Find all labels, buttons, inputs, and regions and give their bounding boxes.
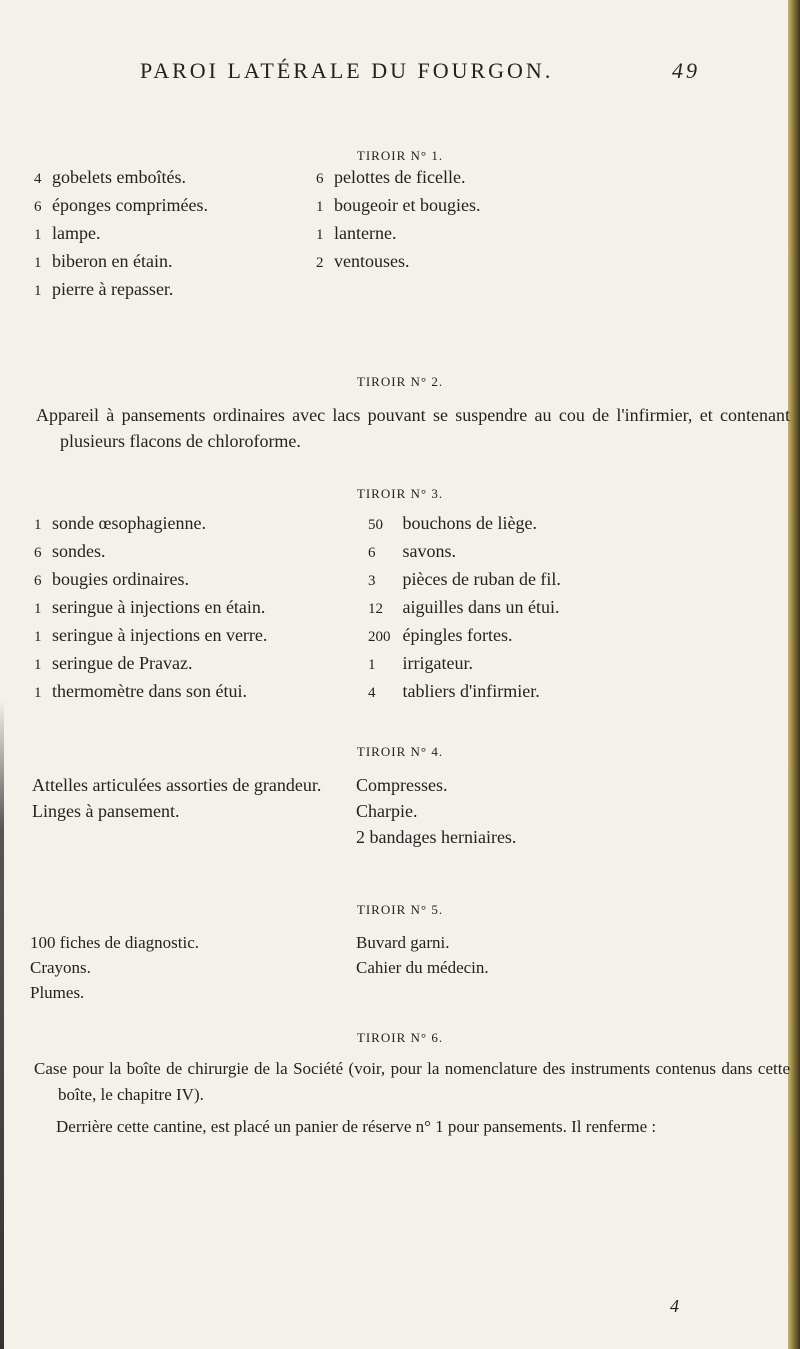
running-header bbox=[140, 58, 700, 98]
list-item: 4 tabliers d'infirmier. bbox=[368, 681, 540, 701]
list-item: 3 pièces de ruban de fil. bbox=[368, 569, 561, 589]
list-item: 1 lampe. bbox=[34, 223, 101, 243]
tiroir-4-title: TIROIR N° 4. bbox=[356, 744, 444, 759]
list-item: 50 bouchons de liège. bbox=[368, 513, 537, 533]
list-item: 100 fiches de diagnostic. bbox=[30, 933, 200, 952]
list-item: Attelles articulées assorties de grandeur. bbox=[32, 775, 322, 795]
list-item: 1 seringue à injections en verre. bbox=[34, 625, 268, 645]
tiroir-4-right-list bbox=[356, 772, 516, 850]
page-number: 49 bbox=[672, 58, 700, 83]
tiroir-2-title: TIROIR N° 2. bbox=[356, 374, 444, 389]
list-item: Compresses. bbox=[356, 775, 448, 795]
tiroir-1-right-list bbox=[316, 164, 480, 276]
tiroir-5-left-list bbox=[30, 930, 199, 1005]
list-item: Crayons. bbox=[30, 958, 91, 977]
list-item: 1 lanterne. bbox=[316, 223, 397, 243]
list-item: 6 sondes. bbox=[34, 541, 106, 561]
list-item: 1 bougeoir et bougies. bbox=[316, 195, 481, 215]
list-item: 6 savons. bbox=[368, 541, 456, 561]
list-item: Cahier du médecin. bbox=[356, 958, 489, 977]
list-item: 6 pelottes de ficelle. bbox=[316, 167, 466, 187]
page-edge-shadow bbox=[0, 700, 4, 1349]
tiroir-3-title: TIROIR N° 3. bbox=[356, 486, 444, 501]
list-item: 2 bandages herniaires. bbox=[356, 827, 517, 847]
header-title: PAROI LATÉRALE DU FOURGON. bbox=[140, 58, 554, 83]
page-edge-binding bbox=[788, 0, 800, 1349]
list-item: 1 seringue de Pravaz. bbox=[34, 653, 193, 673]
list-item: 1 biberon en étain. bbox=[34, 251, 173, 271]
list-item: 1 pierre à repasser. bbox=[34, 279, 174, 299]
tiroir-2-paragraph: Appareil à pansements ordinaires avec lacs pouvant se suspendre au cou de l'infirmier, et contenant plusieurs flacons de chloroforme. bbox=[36, 405, 790, 451]
list-item: 1 sonde œsophagienne. bbox=[34, 513, 206, 533]
list-item: 12 aiguilles dans un étui. bbox=[368, 597, 560, 617]
list-item: Charpie. bbox=[356, 801, 418, 821]
tiroir-1-title: TIROIR N° 1. bbox=[356, 148, 444, 163]
list-item: Plumes. bbox=[30, 983, 85, 1002]
list-item: 1 thermomètre dans son étui. bbox=[34, 681, 247, 701]
closing-paragraph: Derrière cette cantine, est placé un panier de réserve n° 1 pour pansements. Il renferme : bbox=[56, 1117, 657, 1136]
list-item: 6 bougies ordinaires. bbox=[34, 569, 189, 589]
list-item: 1 seringue à injections en étain. bbox=[34, 597, 266, 617]
tiroir-5-right-list bbox=[356, 930, 489, 980]
catchword: 4 bbox=[670, 1296, 679, 1316]
tiroir-4-left-list bbox=[32, 772, 328, 824]
tiroir-3-right-list bbox=[368, 510, 561, 706]
list-item: 2 ventouses. bbox=[316, 251, 410, 271]
tiroir-3-left-list bbox=[34, 510, 267, 706]
list-item: 1 irrigateur. bbox=[368, 653, 473, 673]
tiroir-5-title: TIROIR N° 5. bbox=[356, 902, 444, 917]
list-item: 200 épingles fortes. bbox=[368, 625, 513, 645]
list-item: 4 gobelets emboîtés. bbox=[34, 167, 186, 187]
tiroir-6-title: TIROIR N° 6. bbox=[356, 1030, 444, 1045]
tiroir-1-left-list bbox=[34, 164, 208, 304]
list-item: Linges à pansement. bbox=[32, 801, 180, 821]
list-item: Buvard garni. bbox=[356, 933, 450, 952]
list-item: 6 éponges comprimées. bbox=[34, 195, 208, 215]
tiroir-6-paragraph: Case pour la boîte de chirurgie de la Société (voir, pour la nomenclature des instruments contenus dans cette boîte, le chapitre IV). bbox=[34, 1059, 790, 1104]
